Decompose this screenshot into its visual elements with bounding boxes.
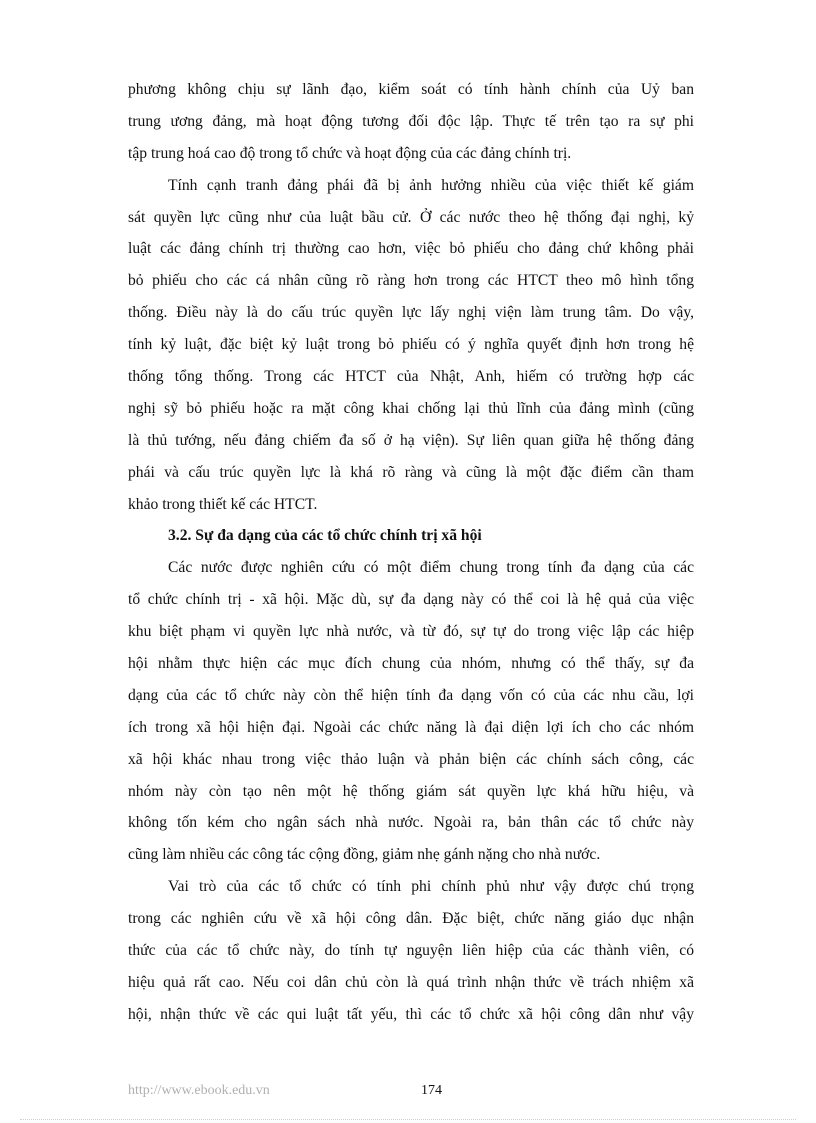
text-line: tập trung hoá cao độ trong tổ chức và hoạt động của các đảng chính trị.: [128, 144, 572, 162]
text-line: thức của các tổ chức này, do tính tự nguyện liên hiệp của các thành viên, có: [128, 942, 694, 960]
body-text: [128, 74, 694, 1031]
text-line: khảo trong thiết kế các HTCT.: [128, 495, 318, 513]
section-heading: 3.2. Sự đa dạng của các tổ chức chính trị xã hội: [168, 527, 482, 545]
text-line: Tính cạnh tranh đảng phái đã bị ảnh hưởng nhiều của việc thiết kế giám: [168, 176, 694, 194]
text-line: thống. Điều này là do cấu trúc quyền lực lấy nghị viện làm trung tâm. Do vậy,: [128, 304, 694, 322]
text-line: bỏ phiếu cho các cá nhân cũng rõ ràng hơn trong các HTCT theo mô hình tổng: [128, 272, 694, 290]
paragraph-1: [128, 74, 694, 170]
text-line: trong các nghiên cứu về xã hội công dân. Đặc biệt, chức năng giáo dục nhận: [128, 910, 694, 928]
text-line: không tốn kém cho ngân sách nhà nước. Ngoài ra, bản thân các tổ chức này: [128, 814, 694, 832]
text-line: là thủ tướng, nếu đảng chiếm đa số ở hạ viện). Sự liên quan giữa hệ thống đảng: [128, 431, 694, 449]
text-line: xã hội khác nhau trong việc thảo luận và phản biện các chính sách công, các: [128, 750, 694, 768]
text-line: cũng làm nhiều các công tác cộng đồng, giảm nhẹ gánh nặng cho nhà nước.: [128, 846, 601, 864]
page-footer: [128, 1083, 694, 1105]
paragraph-2: [128, 170, 694, 521]
text-line: hiệu quả rất cao. Nếu coi dân chủ còn là quá trình nhận thức về trách nhiệm xã: [128, 973, 694, 991]
footer-url: http://www.ebook.edu.vn: [128, 1083, 270, 1098]
text-line: dạng của các tổ chức này còn thể hiện tính đa dạng vốn có của các nhu cầu, lợi: [128, 686, 694, 704]
paragraph-4: [128, 871, 694, 1030]
text-line: hội, nhận thức về các qui luật tất yếu, thì các tổ chức xã hội công dân như vậy: [128, 1005, 694, 1023]
text-line: luật các đảng chính trị thường cao hơn, việc bỏ phiếu cho đảng chứ không phải: [128, 240, 694, 258]
text-line: hội nhằm thực hiện các mục đích chung của nhóm, nhưng có thể thấy, sự đa: [128, 655, 694, 673]
text-line: trung ương đảng, mà hoạt động tương đối độc lập. Thực tế trên tạo ra sự phi: [128, 112, 694, 130]
text-line: nghị sỹ bỏ phiếu hoặc ra mặt công khai chống lại thủ lĩnh của đảng mình (cũng: [128, 399, 694, 417]
text-line: nhóm này còn tạo nên một hệ thống giám sát quyền lực khá hữu hiệu, và: [128, 782, 694, 800]
text-line: phái và cấu trúc quyền lực là khá rõ ràng và cũng là một đặc điểm cần tham: [128, 463, 694, 481]
footer-divider: [20, 1119, 796, 1120]
page-number: 174: [421, 1083, 442, 1098]
text-line: thống tổng thống. Trong các HTCT của Nhật, Anh, hiếm có trường hợp các: [128, 368, 694, 386]
text-line: tính kỷ luật, đặc biệt kỷ luật trong bỏ phiếu có ý nghĩa quyết định hơn trong hệ: [128, 336, 694, 354]
text-line: ích trong xã hội hiện đại. Ngoài các chức năng là đại diện lợi ích cho các nhóm: [128, 718, 694, 736]
text-line: Các nước được nghiên cứu có một điểm chung trong tính đa dạng của các: [168, 559, 694, 577]
paragraph-3: [128, 552, 694, 871]
text-line: khu biệt phạm vi quyền lực nhà nước, và từ đó, sự tự do trong việc lập các hiệp: [128, 623, 694, 641]
text-line: sát quyền lực cũng như của luật bầu cử. Ở các nước theo hệ thống đại nghị, kỷ: [128, 208, 694, 226]
text-line: Vai trò của các tổ chức có tính phi chính phủ như vậy được chú trọng: [168, 878, 694, 896]
text-line: phương không chịu sự lãnh đạo, kiểm soát có tính hành chính của Uỷ ban: [128, 81, 694, 98]
text-line: tổ chức chính trị - xã hội. Mặc dù, sự đa dạng này có thể coi là hệ quả của việc: [128, 591, 694, 609]
